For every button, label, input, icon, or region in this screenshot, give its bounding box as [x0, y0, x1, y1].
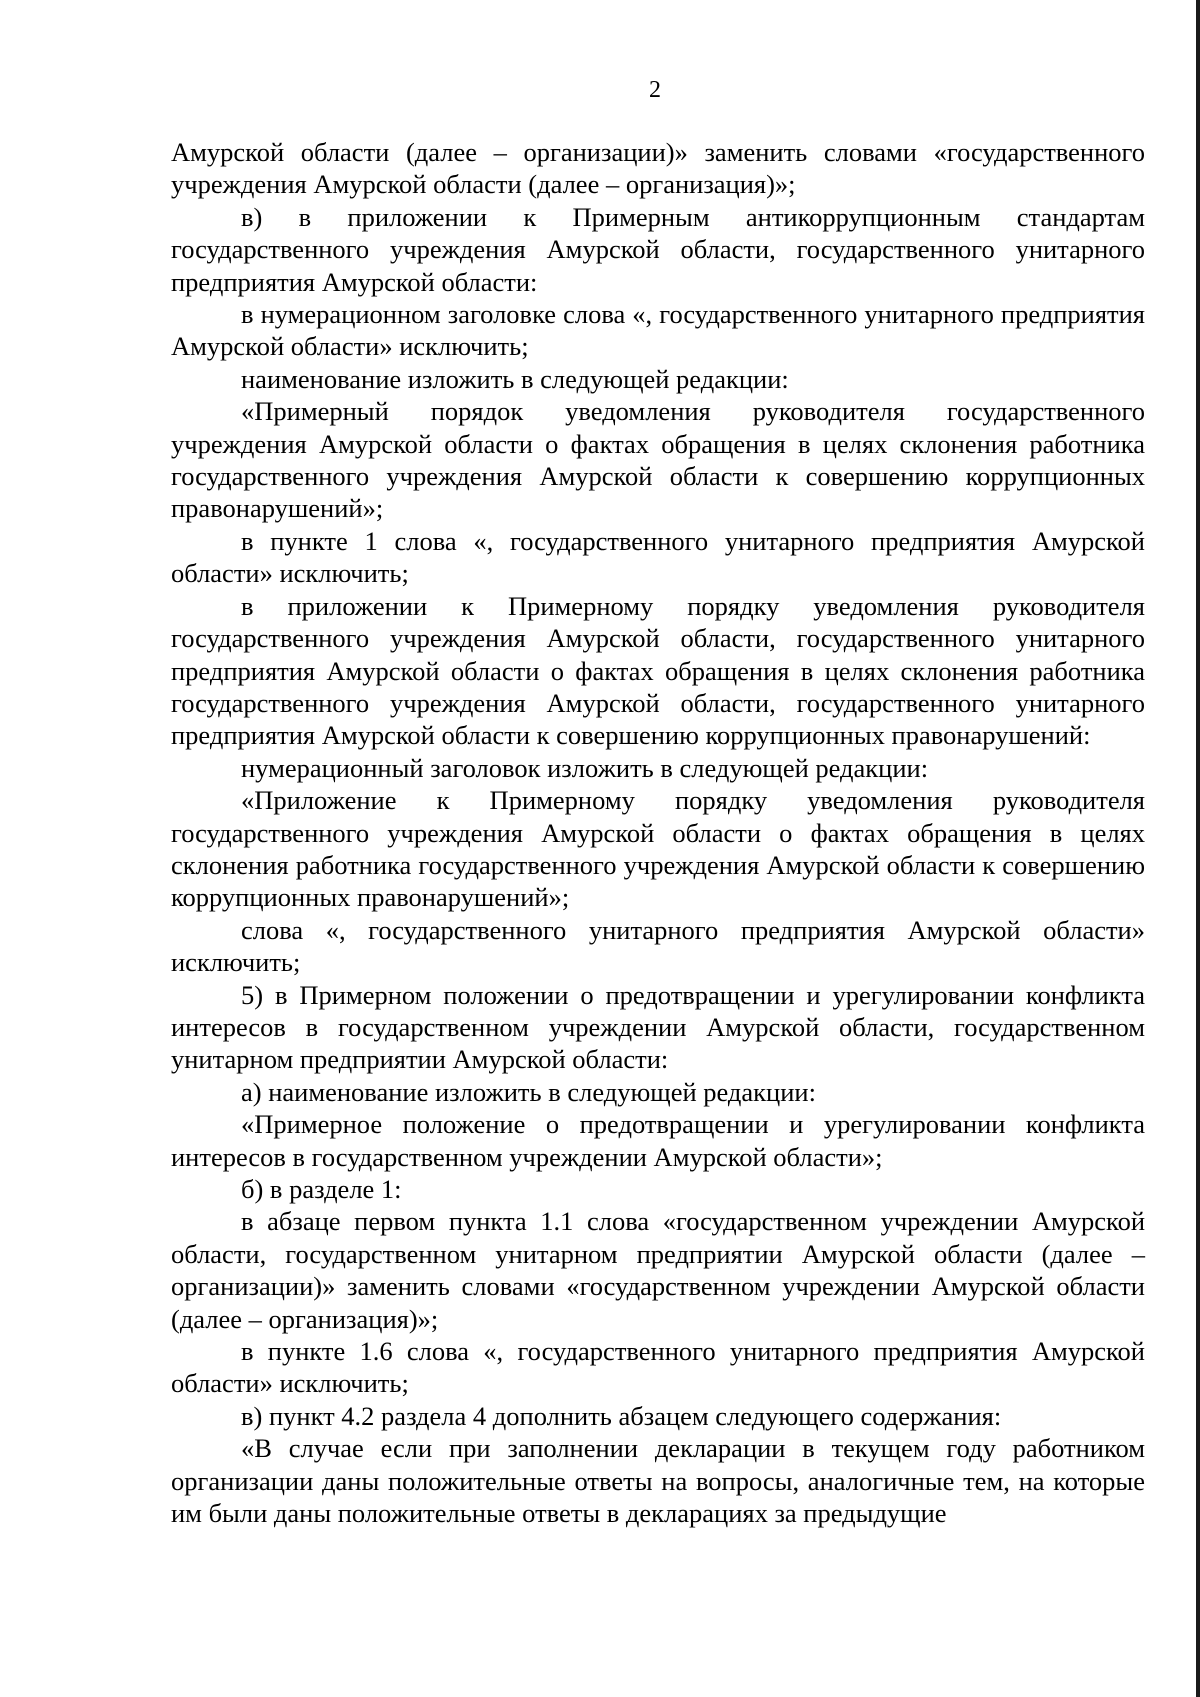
- paragraph-16: в пункте 1.6 слова «, государственного унитарного предприятия Амурской области» исключить;: [171, 1336, 1145, 1399]
- paragraph-6: в пункте 1 слова «, государственного унитарного предприятия Амурской области» исключить;: [171, 525, 1145, 589]
- paragraph-3: в нумерационном заголовке слова «, государственного унитарного предприятия Амурской области» исключить;: [171, 299, 1145, 362]
- paragraph-1: Амурской области (далее – организации)» заменить словами «государственного учреждения Амурской области (далее – организация)»;: [171, 137, 1145, 200]
- paragraph-11: 5) в Примерном положении о предотвращении и урегулировании конфликта интересов в государственном учреждении Амурской области, государственном унитарном предприятии Амурской области:: [171, 979, 1145, 1075]
- paragraph-13: «Примерное положение о предотвращении и урегулировании конфликта интересов в государственном учреждении Амурской области»;: [171, 1109, 1145, 1172]
- paragraph-18: «В случае если при заполнении декларации в текущем году работником организации даны положительные ответы на вопросы, аналогичные тем, на которые им были даны положительные ответы в декларациях за предыдущие: [171, 1433, 1145, 1529]
- page-number: 2: [649, 77, 661, 103]
- paragraph-10: слова «, государственного унитарного предприятия Амурской области» исключить;: [171, 914, 1145, 978]
- paragraph-17: в) пункт 4.2 раздела 4 дополнить абзацем следующего содержания:: [241, 1400, 1002, 1431]
- paragraph-7: в приложении к Примерному порядку уведомления руководителя государственного учреждения Амурской области, государственного унитарного предприятия Амурской области о фактах обращения в целях склонения работника государственного учреждения Амурской области, государственного унитарного предприятия Амурской области к совершению коррупционных правонарушений:: [171, 590, 1145, 751]
- paragraph-9: «Приложение к Примерному порядку уведомления руководителя государственного учреждения Амурской области о фактах обращения в целях склонения работника государственного учреждения Амурской области к совершению коррупционных правонарушений»;: [171, 785, 1145, 913]
- paragraph-8: нумерационный заголовок изложить в следующей редакции:: [241, 752, 929, 783]
- paragraph-4: наименование изложить в следующей редакции:: [241, 363, 789, 394]
- paragraph-15: в абзаце первом пункта 1.1 слова «государственном учреждении Амурской области, государственном унитарном предприятии Амурской области (далее – организации)» заменить словами «государственном учреждении Амурской области (далее – организация)»;: [171, 1206, 1145, 1334]
- document-body: [171, 136, 1145, 1529]
- paragraph-12: а) наименование изложить в следующей редакции:: [241, 1076, 816, 1107]
- paragraph-2: в) в приложении к Примерным антикоррупционным стандартам государственного учреждения Амурской области, государственного унитарного предприятия Амурской области:: [171, 201, 1145, 297]
- paragraph-5: «Примерный порядок уведомления руководителя государственного учреждения Амурской области о фактах обращения в целях склонения работника государственного учреждения Амурской области к совершению коррупционных правонарушений»;: [171, 396, 1145, 524]
- paragraph-14: б) в разделе 1:: [241, 1174, 402, 1204]
- scan-edge-border: [1196, 0, 1200, 1697]
